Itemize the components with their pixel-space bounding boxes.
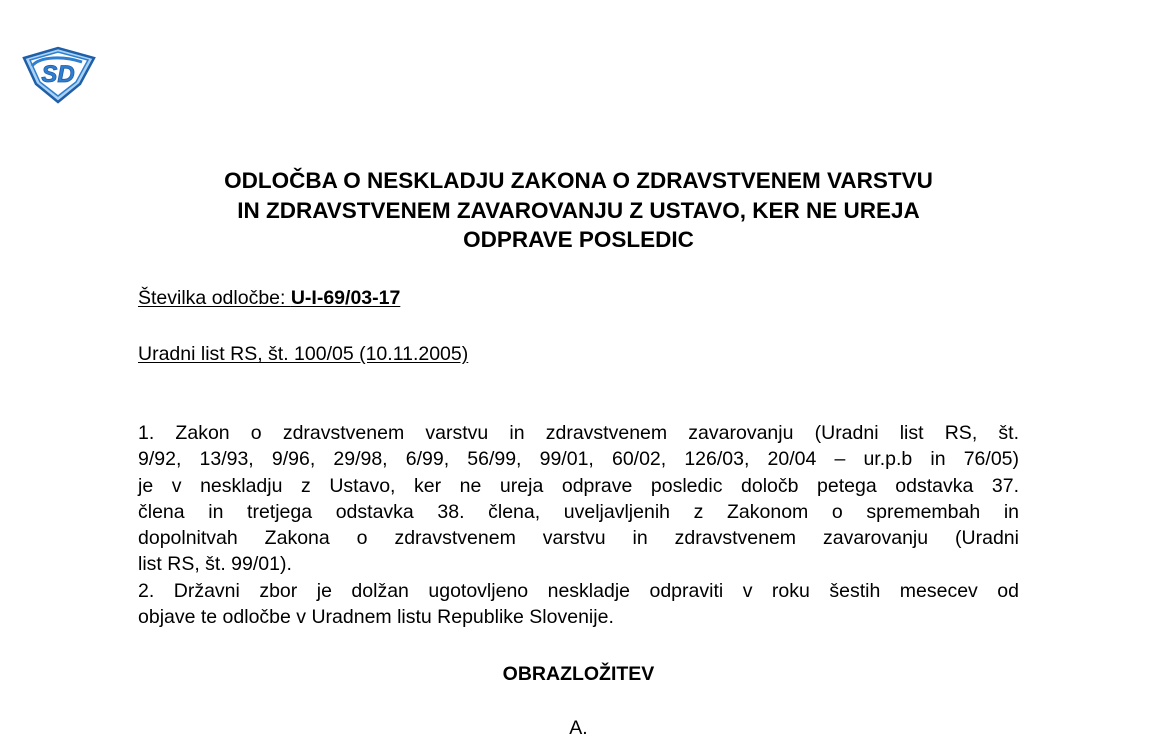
gazette-text: Uradni list RS, št. 100/05 (10.11.2005) <box>138 343 469 365</box>
decision-title <box>120 166 1037 255</box>
section-letter: A. <box>569 717 588 739</box>
decision-body <box>138 420 1019 630</box>
title-line: ODLOČBA O NESKLADJU ZAKONA O ZDRAVSTVENEM VARSTVU <box>224 168 933 193</box>
body-line: objave te odločbe v Uradnem listu Republike Slovenije. <box>138 606 614 629</box>
body-line: dopolnitvah Zakona o zdravstvenem varstvu in zdravstvenem zavarovanju (Uradni <box>138 527 1019 550</box>
body-line: je v neskladju z Ustavo, ker ne ureja odprave posledic določb petega odstavka 37. <box>138 474 1019 497</box>
body-line: list RS, št. 99/01). <box>138 553 292 576</box>
body-line: 1. Zakon o zdravstvenem varstvu in zdravstvenem zavarovanju (Uradni list RS, št. <box>138 422 1019 444</box>
title-line: IN ZDRAVSTVENEM ZAVAROVANJU Z USTAVO, KER NE UREJA <box>237 197 920 223</box>
body-line: člena in tretjega odstavka 38. člena, uveljavljenih z Zakonom o spremembah in <box>138 500 1019 523</box>
body-line: 2. Državni zbor je dolžan ugotovljeno neskladje odpraviti v roku šestih mesecev od <box>138 579 1019 602</box>
reasoning-heading: OBRAZLOŽITEV <box>502 663 655 685</box>
logo-text: SD <box>41 61 75 88</box>
decision-number-row <box>138 286 400 310</box>
title-line: ODPRAVE POSLEDIC <box>463 227 694 252</box>
court-shield-logo-icon <box>20 46 98 104</box>
body-line: 9/92, 13/93, 9/96, 29/98, 6/99, 56/99, 99/01, 60/02, 126/03, 20/04 – ur.p.b in 76/05) <box>138 448 1019 471</box>
official-gazette-reference <box>138 342 468 366</box>
decision-number-value: U-I-69/03-17 <box>290 287 401 309</box>
decision-number-label: Številka odločbe: <box>138 287 291 309</box>
